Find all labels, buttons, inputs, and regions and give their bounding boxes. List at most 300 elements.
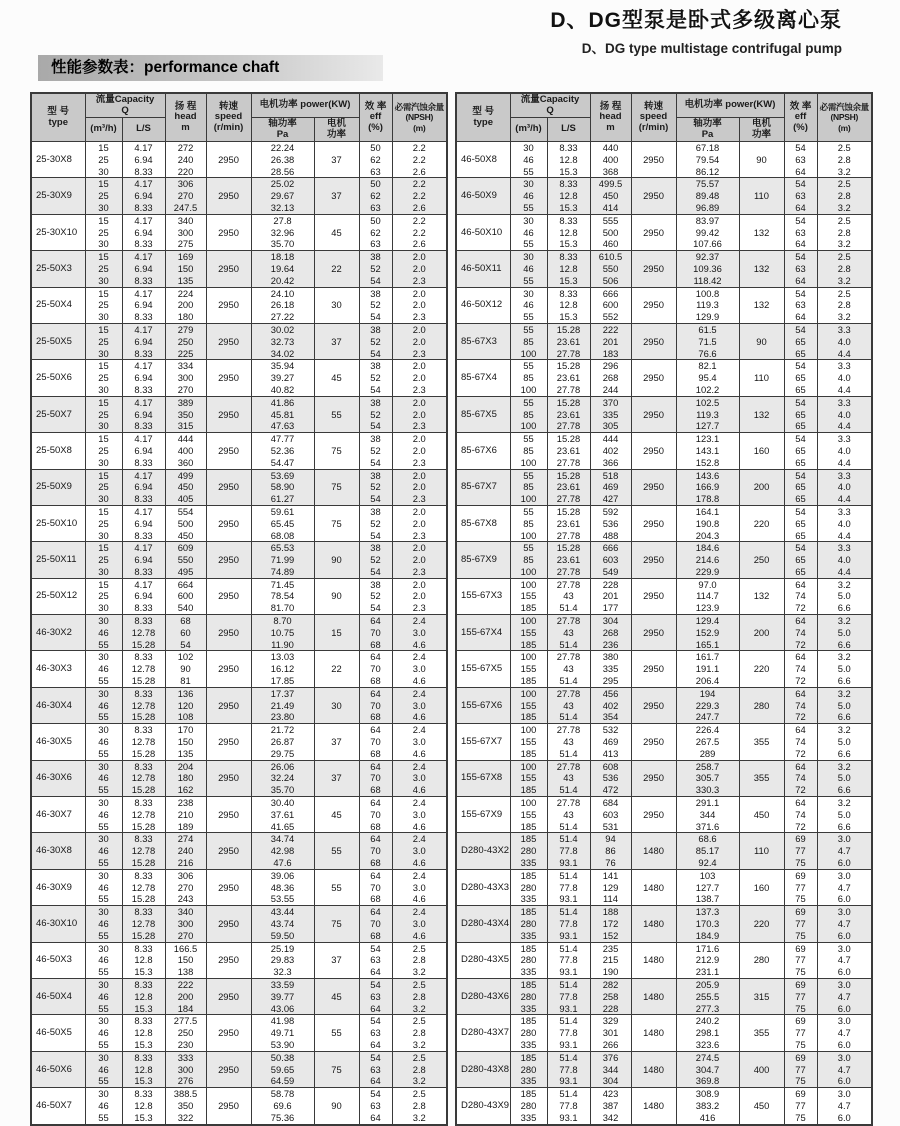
flow-ls: 77.8 (547, 954, 590, 966)
efficiency: 54 (359, 942, 392, 954)
shaft-power: 32.96 (251, 227, 314, 239)
flow-ls: 51.4 (547, 1015, 590, 1027)
speed-rpm: 1480 (631, 1015, 676, 1051)
efficiency: 63 (359, 1100, 392, 1112)
motor-power: 55 (314, 1015, 359, 1051)
efficiency: 68 (359, 711, 392, 723)
motor-power: 55 (314, 833, 359, 869)
head-m: 240 (165, 845, 206, 857)
motor-power: 355 (739, 1015, 784, 1051)
speed-rpm: 2950 (206, 1088, 251, 1125)
shaft-power: 86.12 (676, 166, 739, 178)
flow-ls: 4.17 (122, 469, 165, 481)
npsh-value: 4.6 (392, 784, 447, 796)
table-row (456, 833, 872, 845)
efficiency: 63 (784, 190, 817, 202)
head-m: 150 (165, 954, 206, 966)
speed-rpm: 2950 (206, 1051, 251, 1087)
flow-ls: 51.4 (547, 942, 590, 954)
flow-m3h: 335 (510, 930, 547, 942)
npsh-value: 4.6 (392, 893, 447, 905)
motor-power: 15 (314, 615, 359, 651)
pump-type: 46-50X5 (31, 1015, 85, 1051)
shaft-power: 75.36 (251, 1112, 314, 1125)
flow-ls: 8.33 (122, 760, 165, 772)
npsh-value: 4.0 (817, 372, 872, 384)
head-m: 166.5 (165, 942, 206, 954)
npsh-value: 4.4 (817, 348, 872, 360)
head-m: 224 (165, 287, 206, 299)
flow-m3h: 55 (510, 360, 547, 372)
flow-ls: 93.1 (547, 1003, 590, 1015)
speed-rpm: 2950 (631, 214, 676, 250)
shaft-power: 35.70 (251, 784, 314, 796)
head-m: 380 (590, 651, 631, 663)
pump-type: D280-43X2 (456, 833, 510, 869)
efficiency: 72 (784, 602, 817, 614)
npsh-value: 2.0 (392, 481, 447, 493)
flow-m3h: 30 (85, 384, 122, 396)
npsh-value: 6.0 (817, 966, 872, 978)
flow-ls: 8.33 (547, 178, 590, 190)
motor-power: 315 (739, 978, 784, 1014)
flow-m3h: 30 (85, 493, 122, 505)
flow-ls: 8.33 (122, 384, 165, 396)
flow-ls: 23.61 (547, 372, 590, 384)
pump-type: 46-30X10 (31, 906, 85, 942)
flow-m3h: 185 (510, 639, 547, 651)
efficiency: 70 (359, 882, 392, 894)
flow-m3h: 155 (510, 627, 547, 639)
efficiency: 63 (784, 154, 817, 166)
col-capacity: 流量Capacity Q (510, 93, 590, 118)
efficiency: 70 (359, 627, 392, 639)
head-m: 177 (590, 602, 631, 614)
efficiency: 38 (359, 578, 392, 590)
shaft-power: 21.72 (251, 724, 314, 736)
npsh-value: 3.2 (817, 311, 872, 323)
efficiency: 65 (784, 348, 817, 360)
flow-ls: 8.33 (122, 615, 165, 627)
shaft-power: 58.90 (251, 481, 314, 493)
shaft-power: 21.49 (251, 700, 314, 712)
npsh-value: 6.6 (817, 821, 872, 833)
motor-power: 37 (314, 178, 359, 214)
flow-m3h: 335 (510, 1039, 547, 1051)
head-m: 81 (165, 675, 206, 687)
npsh-value: 4.0 (817, 518, 872, 530)
shaft-power: 109.36 (676, 263, 739, 275)
flow-ls: 6.94 (122, 154, 165, 166)
head-m: 555 (590, 214, 631, 226)
shaft-power: 79.54 (676, 154, 739, 166)
table-row (456, 433, 872, 445)
flow-ls: 12.8 (547, 154, 590, 166)
motor-power: 30 (314, 687, 359, 723)
col-speed: 转速 speed (r/min) (631, 93, 676, 142)
flow-ls: 8.33 (122, 311, 165, 323)
pump-type: D280-43X4 (456, 906, 510, 942)
shaft-power: 229.9 (676, 566, 739, 578)
flow-ls: 15.28 (122, 748, 165, 760)
col-motor-power: 电机 功率 (739, 118, 784, 142)
head-m: 334 (165, 360, 206, 372)
flow-m3h: 335 (510, 857, 547, 869)
efficiency: 38 (359, 360, 392, 372)
efficiency: 62 (359, 190, 392, 202)
head-m: 402 (590, 445, 631, 457)
flow-ls: 51.4 (547, 869, 590, 881)
shaft-power: 28.56 (251, 166, 314, 178)
flow-m3h: 55 (85, 711, 122, 723)
flow-ls: 51.4 (547, 833, 590, 845)
npsh-value: 3.0 (817, 869, 872, 881)
efficiency: 64 (784, 615, 817, 627)
npsh-value: 2.2 (392, 142, 447, 154)
flow-m3h: 30 (85, 311, 122, 323)
efficiency: 54 (359, 493, 392, 505)
speed-rpm: 2950 (206, 687, 251, 723)
table-row (456, 906, 872, 918)
efficiency: 63 (359, 954, 392, 966)
flow-m3h: 55 (85, 893, 122, 905)
head-m: 488 (590, 530, 631, 542)
npsh-value: 2.0 (392, 505, 447, 517)
head-m: 172 (590, 918, 631, 930)
shaft-power: 61.5 (676, 323, 739, 335)
flow-ls: 15.28 (122, 711, 165, 723)
head-m: 277.5 (165, 1015, 206, 1027)
flow-ls: 12.8 (122, 991, 165, 1003)
pump-type: 155-67X7 (456, 724, 510, 760)
flow-ls: 51.4 (547, 748, 590, 760)
flow-ls: 15.3 (547, 275, 590, 287)
efficiency: 54 (784, 469, 817, 481)
shaft-power: 47.6 (251, 857, 314, 869)
col-shaft-power: 轴功率 Pa (251, 118, 314, 142)
table-row (31, 978, 447, 990)
flow-ls: 15.3 (122, 1112, 165, 1125)
flow-ls: 4.17 (122, 214, 165, 226)
efficiency: 68 (359, 930, 392, 942)
shaft-power: 17.37 (251, 687, 314, 699)
col-type: 型 号 type (456, 93, 510, 142)
head-m: 230 (165, 1039, 206, 1051)
efficiency: 72 (784, 675, 817, 687)
head-m: 180 (165, 772, 206, 784)
head-m: 387 (590, 1100, 631, 1112)
flow-m3h: 25 (85, 263, 122, 275)
head-m: 388.5 (165, 1088, 206, 1100)
flow-m3h: 15 (85, 287, 122, 299)
flow-m3h: 185 (510, 978, 547, 990)
pump-type: 46-30X5 (31, 724, 85, 760)
flow-m3h: 100 (510, 457, 547, 469)
flow-m3h: 55 (510, 469, 547, 481)
efficiency: 63 (359, 202, 392, 214)
npsh-value: 2.2 (392, 154, 447, 166)
efficiency: 63 (784, 227, 817, 239)
head-m: 190 (590, 966, 631, 978)
table-row (31, 797, 447, 809)
shaft-power: 76.6 (676, 348, 739, 360)
speed-rpm: 2950 (206, 797, 251, 833)
flow-ls: 15.3 (122, 1075, 165, 1087)
pump-type: 25-50X11 (31, 542, 85, 578)
head-m: 550 (165, 554, 206, 566)
flow-m3h: 100 (510, 420, 547, 432)
flow-ls: 43 (547, 700, 590, 712)
speed-rpm: 2950 (206, 251, 251, 287)
flow-m3h: 46 (85, 991, 122, 1003)
efficiency: 69 (784, 1088, 817, 1100)
pump-type: 46-50X11 (456, 251, 510, 287)
head-m: 183 (590, 348, 631, 360)
npsh-value: 2.2 (392, 214, 447, 226)
head-m: 469 (590, 736, 631, 748)
flow-ls: 23.61 (547, 518, 590, 530)
table-row (456, 942, 872, 954)
head-m: 368 (590, 166, 631, 178)
efficiency: 52 (359, 336, 392, 348)
speed-rpm: 2950 (206, 869, 251, 905)
flow-ls: 43 (547, 627, 590, 639)
flow-ls: 6.94 (122, 445, 165, 457)
flow-ls: 12.8 (547, 227, 590, 239)
flow-ls: 8.33 (122, 797, 165, 809)
flow-ls: 51.4 (547, 639, 590, 651)
flow-ls: 6.94 (122, 481, 165, 493)
flow-ls: 77.8 (547, 991, 590, 1003)
table-header (31, 93, 447, 142)
head-m: 274 (165, 833, 206, 845)
flow-m3h: 55 (85, 784, 122, 796)
shaft-power: 81.70 (251, 602, 314, 614)
flow-m3h: 85 (510, 445, 547, 457)
flow-ls: 12.78 (122, 918, 165, 930)
flow-m3h: 185 (510, 675, 547, 687)
shaft-power: 32.73 (251, 336, 314, 348)
flow-ls: 12.78 (122, 663, 165, 675)
head-m: 440 (590, 142, 631, 154)
flow-m3h: 335 (510, 1112, 547, 1125)
head-m: 472 (590, 784, 631, 796)
npsh-value: 5.0 (817, 772, 872, 784)
head-m: 152 (590, 930, 631, 942)
flow-m3h: 46 (85, 736, 122, 748)
npsh-value: 4.4 (817, 384, 872, 396)
flow-m3h: 30 (85, 1051, 122, 1063)
flow-ls: 27.78 (547, 457, 590, 469)
efficiency: 65 (784, 530, 817, 542)
motor-power: 37 (314, 142, 359, 178)
flow-m3h: 25 (85, 372, 122, 384)
npsh-value: 3.2 (817, 202, 872, 214)
head-m: 329 (590, 1015, 631, 1027)
speed-rpm: 2950 (631, 760, 676, 796)
efficiency: 65 (784, 409, 817, 421)
efficiency: 54 (359, 530, 392, 542)
flow-m3h: 46 (85, 700, 122, 712)
flow-ls: 12.78 (122, 627, 165, 639)
flow-ls: 6.94 (122, 227, 165, 239)
shaft-power: 39.77 (251, 991, 314, 1003)
flow-m3h: 25 (85, 445, 122, 457)
flow-ls: 93.1 (547, 857, 590, 869)
efficiency: 54 (359, 566, 392, 578)
efficiency: 69 (784, 978, 817, 990)
npsh-value: 4.7 (817, 954, 872, 966)
head-m: 258 (590, 991, 631, 1003)
head-m: 136 (165, 687, 206, 699)
head-m: 333 (165, 1051, 206, 1063)
head-m: 300 (165, 227, 206, 239)
flow-ls: 6.94 (122, 190, 165, 202)
flow-ls: 15.28 (547, 542, 590, 554)
npsh-value: 2.0 (392, 578, 447, 590)
col-capacity-m3h: (m³/h) (85, 118, 122, 142)
head-m: 306 (165, 869, 206, 881)
npsh-value: 3.0 (392, 772, 447, 784)
head-m: 354 (590, 711, 631, 723)
efficiency: 72 (784, 784, 817, 796)
speed-rpm: 2950 (206, 323, 251, 359)
head-m: 268 (590, 627, 631, 639)
npsh-value: 3.3 (817, 360, 872, 372)
efficiency: 68 (359, 893, 392, 905)
npsh-value: 4.4 (817, 493, 872, 505)
flow-ls: 15.28 (122, 675, 165, 687)
npsh-value: 3.0 (392, 845, 447, 857)
flow-m3h: 46 (85, 1064, 122, 1076)
shaft-power: 267.5 (676, 736, 739, 748)
efficiency: 64 (359, 760, 392, 772)
shaft-power: 205.9 (676, 978, 739, 990)
table-row (31, 360, 447, 372)
flow-ls: 6.94 (122, 336, 165, 348)
shaft-power: 143.1 (676, 445, 739, 457)
pump-type: 85-67X7 (456, 469, 510, 505)
efficiency: 74 (784, 772, 817, 784)
flow-m3h: 30 (85, 275, 122, 287)
table-row (456, 760, 872, 772)
flow-m3h: 335 (510, 1075, 547, 1087)
flow-m3h: 46 (510, 190, 547, 202)
speed-rpm: 2950 (206, 214, 251, 250)
flow-ls: 51.4 (547, 602, 590, 614)
head-m: 450 (165, 481, 206, 493)
efficiency: 63 (784, 263, 817, 275)
head-m: 536 (590, 772, 631, 784)
flow-ls: 93.1 (547, 930, 590, 942)
table-row (456, 360, 872, 372)
table-row (456, 287, 872, 299)
flow-ls: 15.28 (547, 396, 590, 408)
shaft-power: 92.4 (676, 857, 739, 869)
npsh-value: 5.0 (817, 809, 872, 821)
npsh-value: 4.0 (817, 481, 872, 493)
pump-type: 25-50X7 (31, 396, 85, 432)
shaft-power: 152.8 (676, 457, 739, 469)
efficiency: 38 (359, 251, 392, 263)
col-eff: 效 率 eff (%) (359, 93, 392, 142)
col-capacity-ls: L/S (547, 118, 590, 142)
efficiency: 52 (359, 554, 392, 566)
efficiency: 64 (784, 238, 817, 250)
efficiency: 72 (784, 711, 817, 723)
table-row (31, 142, 447, 154)
flow-m3h: 15 (85, 323, 122, 335)
motor-power: 110 (739, 833, 784, 869)
flow-m3h: 55 (85, 639, 122, 651)
head-m: 228 (590, 578, 631, 590)
table-row (456, 978, 872, 990)
head-m: 201 (590, 590, 631, 602)
flow-m3h: 30 (510, 178, 547, 190)
motor-power: 450 (739, 797, 784, 833)
head-m: 610.5 (590, 251, 631, 263)
flow-ls: 12.78 (122, 882, 165, 894)
shaft-power: 59.65 (251, 1064, 314, 1076)
col-capacity-m3h: (m³/h) (510, 118, 547, 142)
npsh-value: 2.3 (392, 311, 447, 323)
flow-m3h: 25 (85, 590, 122, 602)
section-title-bar: 性能参数表：performance chaft (38, 55, 383, 81)
shaft-power: 59.61 (251, 505, 314, 517)
head-m: 138 (165, 966, 206, 978)
flow-m3h: 55 (85, 966, 122, 978)
shaft-power: 25.19 (251, 942, 314, 954)
npsh-value: 3.2 (817, 687, 872, 699)
npsh-value: 2.4 (392, 760, 447, 772)
flow-m3h: 85 (510, 409, 547, 421)
motor-power: 110 (739, 360, 784, 396)
flow-ls: 93.1 (547, 1112, 590, 1125)
flow-ls: 77.8 (547, 845, 590, 857)
npsh-value: 3.0 (817, 942, 872, 954)
flow-ls: 27.78 (547, 687, 590, 699)
pump-type: 46-50X12 (456, 287, 510, 323)
flow-ls: 43 (547, 590, 590, 602)
flow-m3h: 46 (85, 627, 122, 639)
npsh-value: 3.0 (817, 1088, 872, 1100)
table-row (31, 578, 447, 590)
head-m: 270 (165, 190, 206, 202)
motor-power: 110 (739, 178, 784, 214)
shaft-power: 26.06 (251, 760, 314, 772)
flow-m3h: 30 (85, 602, 122, 614)
shaft-power: 25.02 (251, 178, 314, 190)
shaft-power: 26.87 (251, 736, 314, 748)
efficiency: 63 (359, 166, 392, 178)
flow-ls: 77.8 (547, 882, 590, 894)
shaft-power: 23.80 (251, 711, 314, 723)
speed-rpm: 1480 (631, 1088, 676, 1125)
shaft-power: 29.75 (251, 748, 314, 760)
flow-ls: 4.17 (122, 287, 165, 299)
shaft-power: 178.8 (676, 493, 739, 505)
head-m: 315 (165, 420, 206, 432)
flow-ls: 23.61 (547, 409, 590, 421)
flow-ls: 93.1 (547, 966, 590, 978)
shaft-power: 78.54 (251, 590, 314, 602)
table-header (456, 93, 872, 142)
flow-m3h: 100 (510, 348, 547, 360)
efficiency: 52 (359, 409, 392, 421)
npsh-value: 3.2 (817, 797, 872, 809)
flow-m3h: 100 (510, 760, 547, 772)
table-row (456, 469, 872, 481)
